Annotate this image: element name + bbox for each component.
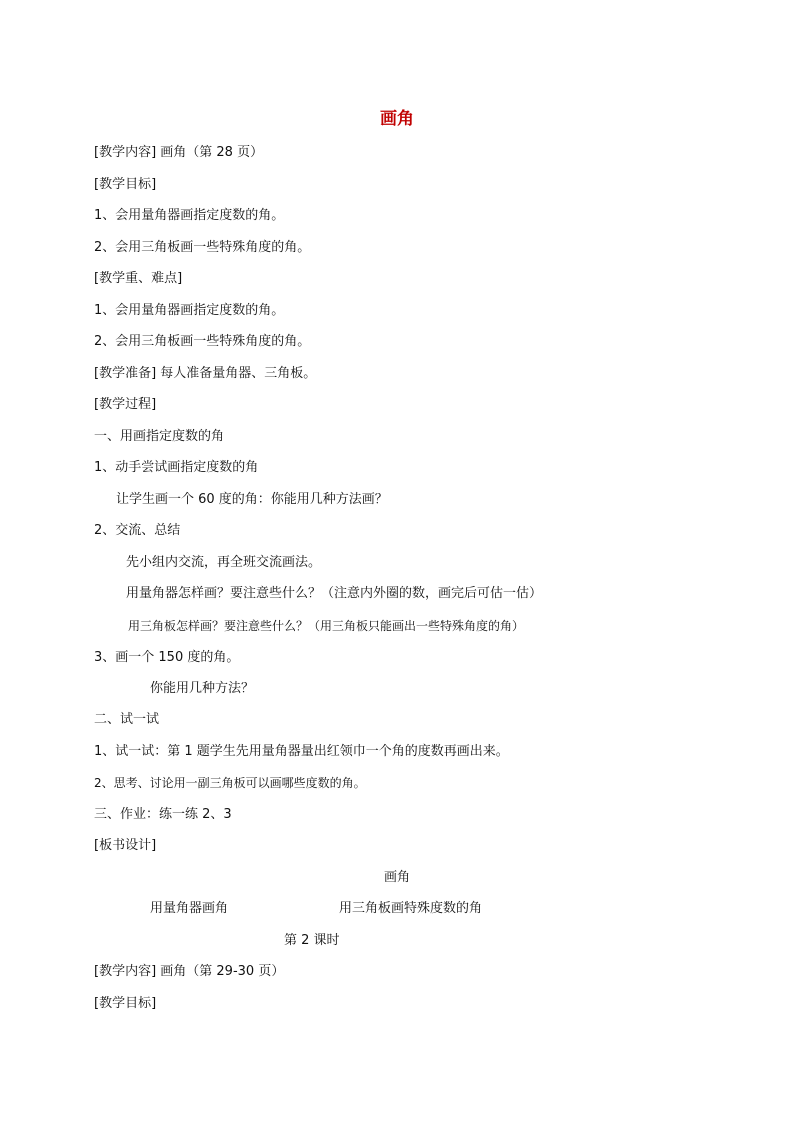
try-item-1: 1、试一试：第 1 题学生先用量角器量出红领巾一个角的度数再画出来。 [94, 744, 509, 759]
key-point-1: 1、会用量角器画指定度数的角。 [94, 303, 285, 318]
board-left-item: 用量角器画角 [150, 901, 229, 916]
step-2-detail-1: 先小组内交流，再全班交流画法。 [126, 555, 322, 570]
key-points-heading: [教学重、难点] [94, 271, 183, 286]
step-2: 2、交流、总结 [94, 523, 181, 538]
step-2-detail-2: 用量角器怎样画？要注意些什么？（注意内外圈的数，画完后可估一估） [126, 586, 543, 601]
step-3: 3、画一个 150 度的角。 [94, 650, 240, 665]
step-1-detail: 让学生画一个 60 度的角：你能用几种方法画？ [116, 492, 388, 507]
lesson-2-content: [教学内容] 画角（第 29-30 页） [94, 964, 285, 979]
section-3-homework: 三、作业：练一练 2、3 [94, 807, 232, 822]
goal-item-1: 1、会用量角器画指定度数的角。 [94, 208, 285, 223]
section-2-heading: 二、试一试 [94, 712, 160, 727]
step-2-detail-3: 用三角板怎样画？要注意些什么？（用三角板只能画出一些特殊角度的角） [128, 619, 525, 633]
lesson-2-heading: 第 2 课时 [284, 933, 340, 948]
teaching-preparation: [教学准备] 每人准备量角器、三角板。 [94, 366, 317, 381]
teaching-goals-heading: [教学目标] [94, 177, 157, 192]
document-title: 画角 [380, 109, 414, 129]
board-design-heading: [板书设计] [94, 838, 157, 853]
try-item-2: 2、思考、讨论用一副三角板可以画哪些度数的角。 [94, 776, 366, 790]
teaching-process-heading: [教学过程] [94, 397, 157, 412]
teaching-content: [教学内容] 画角（第 28 页） [94, 145, 264, 160]
step-1: 1、动手尝试画指定度数的角 [94, 460, 259, 475]
step-3-detail: 你能用几种方法？ [150, 681, 255, 696]
board-right-item: 用三角板画特殊度数的角 [339, 901, 483, 916]
goal-item-2: 2、会用三角板画一些特殊角度的角。 [94, 240, 311, 255]
key-point-2: 2、会用三角板画一些特殊角度的角。 [94, 334, 311, 349]
board-title: 画角 [383, 870, 410, 885]
section-1-heading: 一、用画指定度数的角 [94, 429, 225, 444]
lesson-2-goals-heading: [教学目标] [94, 996, 157, 1011]
